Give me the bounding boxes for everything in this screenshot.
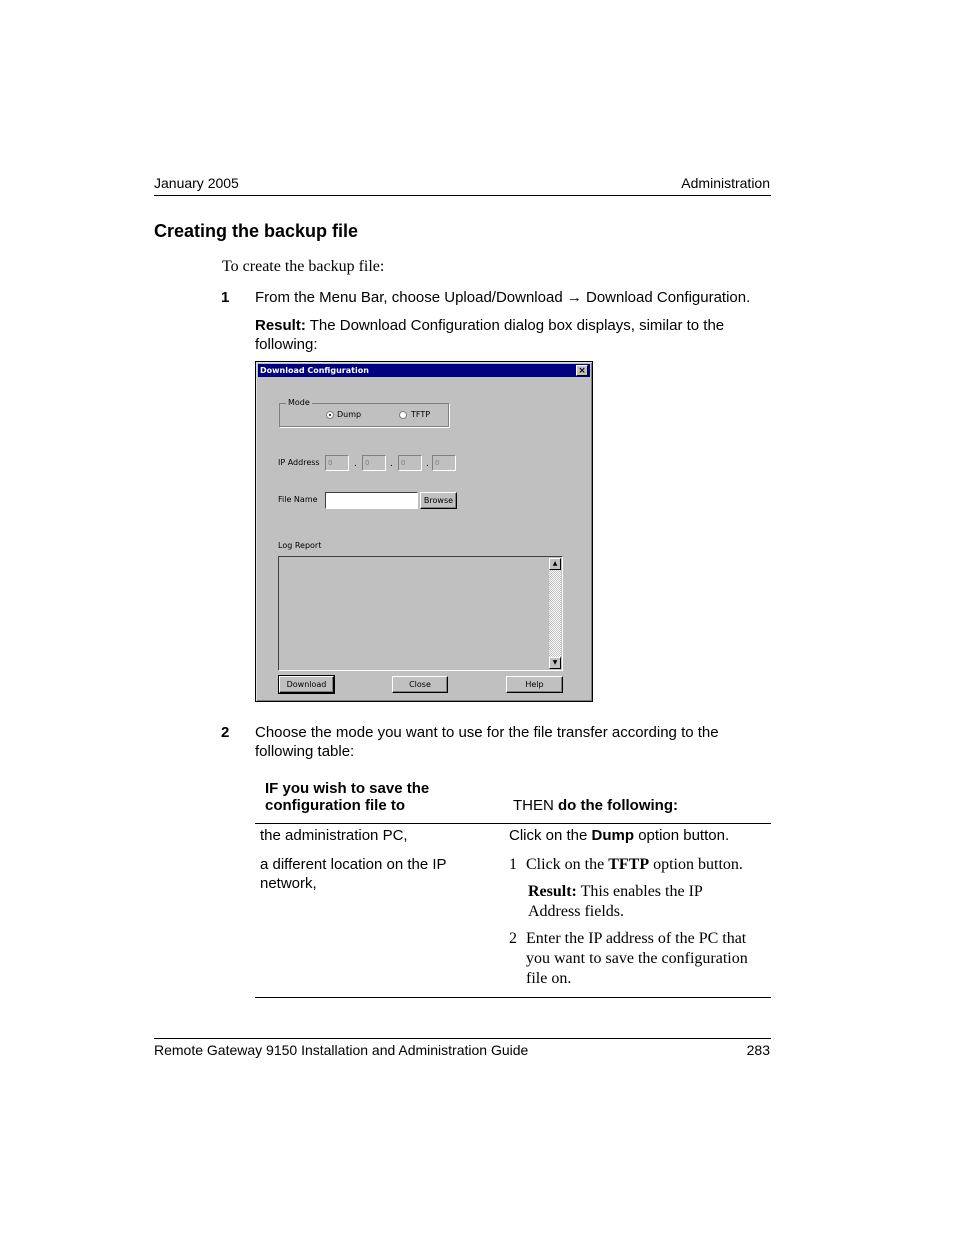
table-col2-header xyxy=(513,797,678,814)
header-section: Administration xyxy=(681,175,770,191)
file-name-label: File Name xyxy=(278,495,318,504)
tftp-radio-label: TFTP xyxy=(411,410,431,419)
row2-sub2-line: file on. xyxy=(526,970,572,987)
result-text: The Download Configuration dialog box displays, similar to the xyxy=(305,317,725,334)
dialog-titlebar xyxy=(258,364,590,377)
row2-sub2-line: you want to save the configuration xyxy=(526,950,748,967)
row2-sub2-line: Enter the IP address of the PC that xyxy=(526,930,747,947)
download-configuration-dialog xyxy=(255,361,593,702)
row2-result xyxy=(528,882,703,922)
col2-header-then: THEN xyxy=(513,797,554,814)
download-button[interactable]: Download xyxy=(279,676,334,693)
ip-separator: . xyxy=(426,459,429,469)
ip-address-label: IP Address xyxy=(278,458,320,467)
result-label: Result: xyxy=(255,317,306,334)
intro-text: To create the backup file: xyxy=(222,258,385,275)
log-scrollbar-track[interactable] xyxy=(549,558,561,668)
scroll-down-icon[interactable]: ▼ xyxy=(549,657,561,669)
row2-left-line: a different location on the IP xyxy=(260,856,447,873)
row2-result-label: Result: xyxy=(528,883,577,900)
page-number: 283 xyxy=(746,1042,770,1058)
step2-number: 2 xyxy=(221,724,230,741)
footer-title: Remote Gateway 9150 Installation and Administration Guide xyxy=(154,1042,529,1058)
mode-label: Mode xyxy=(288,398,310,407)
scroll-up-icon[interactable]: ▲ xyxy=(549,558,561,570)
close-button[interactable]: Close xyxy=(392,676,448,693)
log-report-area[interactable] xyxy=(278,556,563,671)
dump-radio[interactable] xyxy=(326,411,334,419)
table-header-rule xyxy=(255,823,771,824)
row2-sub2-number: 2 xyxy=(509,930,517,947)
footer-rule xyxy=(154,1038,771,1039)
log-report-label: Log Report xyxy=(278,541,322,550)
row1-left: the administration PC, xyxy=(260,827,408,844)
row2-left xyxy=(260,855,447,893)
row2-result-text-cont: Address fields. xyxy=(528,903,624,920)
ip-octet-2[interactable]: 0 xyxy=(362,455,386,471)
step1-result-cont: following: xyxy=(255,336,318,353)
step1-result xyxy=(255,317,724,334)
ip-octet-1[interactable]: 0 xyxy=(325,455,349,471)
step2-text: Choose the mode you want to use for the file transfer according to the xyxy=(255,724,719,741)
step1-text: From the Menu Bar, choose Upload/Download → Download Configuration. xyxy=(255,289,751,306)
dump-radio-label: Dump xyxy=(337,410,362,419)
row1-right-pre: Click on the xyxy=(509,827,592,844)
close-icon[interactable]: × xyxy=(576,365,588,376)
help-button[interactable]: Help xyxy=(506,676,563,693)
ip-octet-3[interactable]: 0 xyxy=(398,455,422,471)
step2-text-cont: following table: xyxy=(255,743,355,760)
row2-sub2-text xyxy=(526,929,748,989)
col1-header-line: configuration file to xyxy=(265,797,405,814)
section-title: Creating the backup file xyxy=(154,221,359,241)
table-bottom-rule xyxy=(255,997,771,998)
header-rule xyxy=(154,195,771,196)
row2-sub1-pre: Click on the xyxy=(526,856,609,873)
row2-sub1-text xyxy=(526,855,743,875)
ip-octet-4[interactable]: 0 xyxy=(432,455,456,471)
row1-right-bold: Dump xyxy=(591,827,635,844)
row2-result-text: This enables the IP xyxy=(576,883,703,900)
row2-sub1-number: 1 xyxy=(509,856,517,873)
file-name-input[interactable] xyxy=(325,492,418,509)
col1-header-line: IF you wish to save the xyxy=(265,780,430,797)
table-col1-header xyxy=(265,780,429,814)
tftp-radio[interactable] xyxy=(399,411,407,419)
row2-left-line: network, xyxy=(260,875,317,892)
header-date: January 2005 xyxy=(154,175,239,191)
col2-header-rest: do the following: xyxy=(553,797,678,814)
browse-button[interactable]: Browse xyxy=(420,492,457,509)
dialog-title: Download Configuration xyxy=(260,366,369,375)
step1-number: 1 xyxy=(221,289,230,306)
row1-right xyxy=(509,826,729,845)
row2-sub1-post: option button. xyxy=(649,856,743,873)
ip-separator: . xyxy=(390,459,393,469)
ip-separator: . xyxy=(354,459,357,469)
row2-sub1-bold: TFTP xyxy=(608,856,650,873)
row1-right-post: option button. xyxy=(634,827,730,844)
